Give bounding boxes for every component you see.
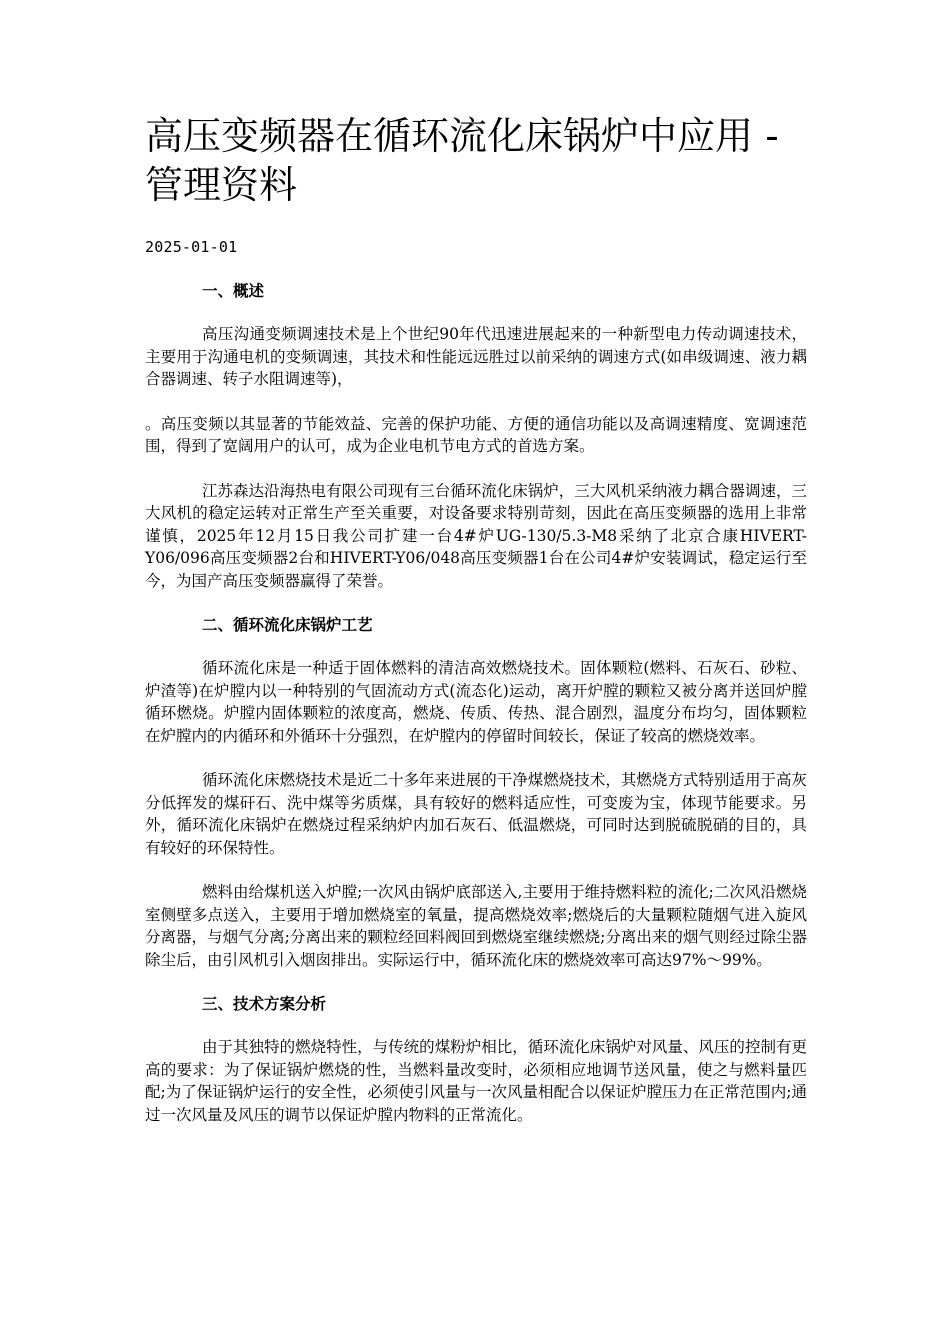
paragraph: 。高压变频以其显著的节能效益、完善的保护功能、方便的通信功能以及高调速精度、宽调速范围，得到了宽阔用户的认可，成为企业电机节电方式的首选方案。 — [145, 414, 807, 455]
document-title: 高压变频器在循环流化床锅炉中应用 - 管理资料 — [145, 114, 779, 207]
paragraph: 循环流化床燃烧技术是近二十多年来进展的干净煤燃烧技术，其燃烧方式特别适用于高灰分低挥发的煤矸石、洗中煤等劣质煤，具有较好的燃料适应性，可变废为宝，体现节能要求。另外，循环流化床锅炉在燃烧过程采纳炉内加石灰石、低温燃烧，可同时达到脱硫脱硝的目的，具有较好的环保特性。 — [145, 771, 807, 857]
paragraph: 高压沟通变频调速技术是上个世纪90年代迅速进展起来的一种新型电力传动调速技术，主要用于沟通电机的变频调速，其技术和性能远远胜过以前采纳的调速方式(如串级调速、液力耦合器调速、转子水阻调速等)， — [145, 325, 807, 388]
paragraph: 燃料由给煤机送入炉膛;一次风由锅炉底部送入,主要用于维持燃料粒的流化;二次风沿燃烧室侧壁多点送入，主要用于增加燃烧室的氧量，提高燃烧效率;燃烧后的大量颗粒随烟气进入旋风分离器，与烟气分离;分离出来的颗粒经回料阀回到燃烧室继续燃烧;分离出来的烟气则经过除尘器除尘后，由引风机引入烟囱排出。实际运行中，循环流化床的燃烧效率可高达97%～99%。 — [145, 883, 807, 969]
section-heading: 三、技术方案分析 — [202, 995, 327, 1013]
document-page — [145, 112, 807, 1126]
section-heading: 一、概述 — [202, 282, 265, 300]
paragraph: 江苏森达沿海热电有限公司现有三台循环流化床锅炉，三大风机采纳液力耦合器调速，三大风机的稳定运转对正常生产至关重要，对设备要求特别苛刻，因此在高压变频器的选用上非常谨慎，2025年12月15日我公司扩建一台4#炉UG-130/5.3-M8采纳了北京合康HIVERT-Y06/096高压变频器2台和HIVERT-Y06/048高压变频器1台在公司4#炉安装调试，稳定运行至今，为国产高压变频器赢得了荣誉。 — [145, 481, 807, 590]
paragraph: 循环流化床是一种适于固体燃料的清洁高效燃烧技术。固体颗粒(燃料、石灰石、砂粒、炉渣等)在炉膛内以一种特别的气固流动方式(流态化)运动，离开炉膛的颗粒又被分离并送回炉膛循环燃烧。炉膛内固体颗粒的浓度高，燃烧、传质、传热、混合剧烈，温度分布均匀，固体颗粒在炉膛内的内循环和外循环十分强烈，在炉膛内的停留时间较长，保证了较高的燃烧效率。 — [145, 659, 807, 745]
section-heading: 二、循环流化床锅炉工艺 — [202, 616, 373, 634]
paragraph: 由于其独特的燃烧特性，与传统的煤粉炉相比，循环流化床锅炉对风量、风压的控制有更高的要求：为了保证锅炉燃烧的性，当燃料量改变时，必须相应地调节送风量，使之与燃料量匹配;为了保证锅炉运行的安全性，必须使引风量与一次风量相配合以保证炉膛压力在正常范围内;通过一次风量及风压的调节以保证炉膛内物料的正常流化。 — [145, 1038, 807, 1124]
document-date: 2025-01-01 — [145, 238, 238, 256]
